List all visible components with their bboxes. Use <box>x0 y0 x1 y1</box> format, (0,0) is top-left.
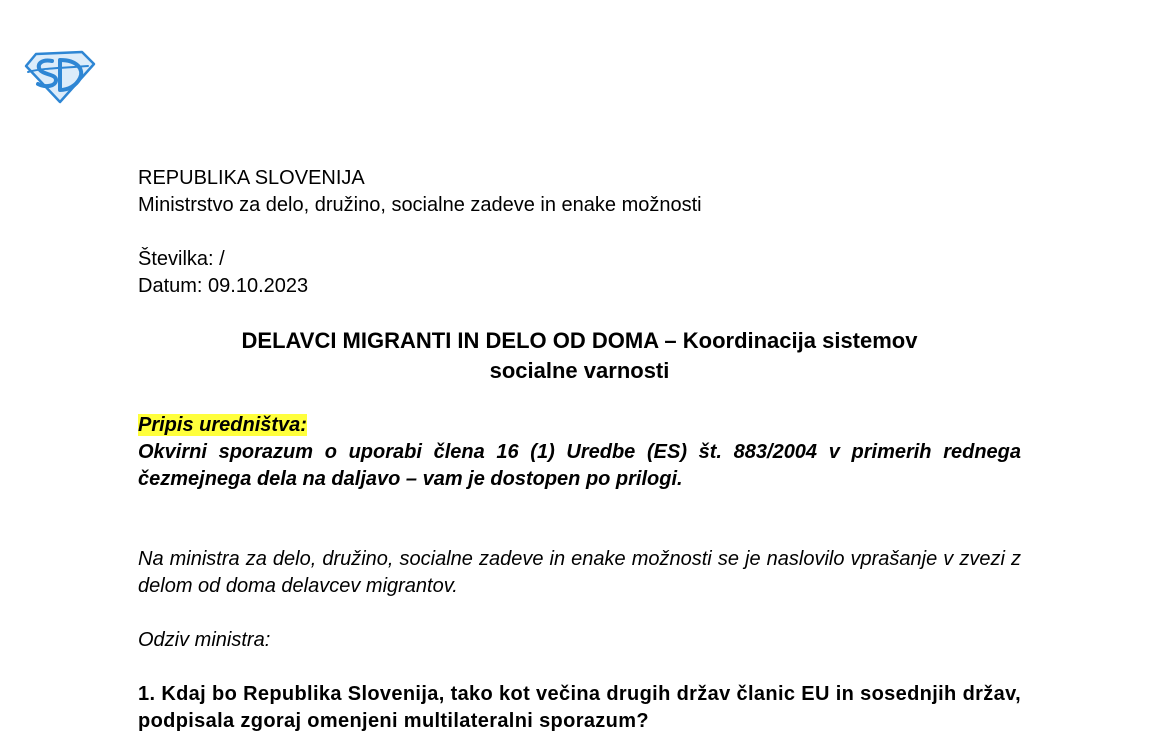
intro-paragraph: Na ministra za delo, družino, socialne zadeve in enake možnosti se je naslovilo vprašanje v zvezi z delom od doma delavcev migrantov. <box>138 548 1021 597</box>
answer-label: Odziv ministra: <box>138 629 271 651</box>
document-title <box>138 326 1021 386</box>
question-1: 1. Kdaj bo Republika Slovenija, tako kot večina drugih držav članic EU in sosednjih držav, podpisala zgoraj omenjeni multilateralni sporazum? <box>138 683 1021 732</box>
editor-note-text: Okvirni sporazum o uporabi člena 16 (1) Uredbe (ES) št. 883/2004 v primerih rednega čezmejnega dela na daljavo – vam je dostopen po prilogi. <box>138 441 1021 490</box>
document-number: Številka: / <box>138 248 225 270</box>
sd-shield-logo-icon <box>22 48 96 104</box>
sender-ministry: Ministrstvo za delo, družino, socialne zadeve in enake možnosti <box>138 194 702 216</box>
document-date: Datum: 09.10.2023 <box>138 275 309 297</box>
title-line-1: DELAVCI MIGRANTI IN DELO OD DOMA – Koordinacija sistemov <box>241 328 918 353</box>
editor-note-label: Pripis uredništva: <box>138 414 307 436</box>
sender-country: REPUBLIKA SLOVENIJA <box>138 167 365 189</box>
editor-note-label-wrap <box>138 412 1021 439</box>
title-line-2: socialne varnosti <box>489 358 670 383</box>
document-body <box>138 165 1021 735</box>
